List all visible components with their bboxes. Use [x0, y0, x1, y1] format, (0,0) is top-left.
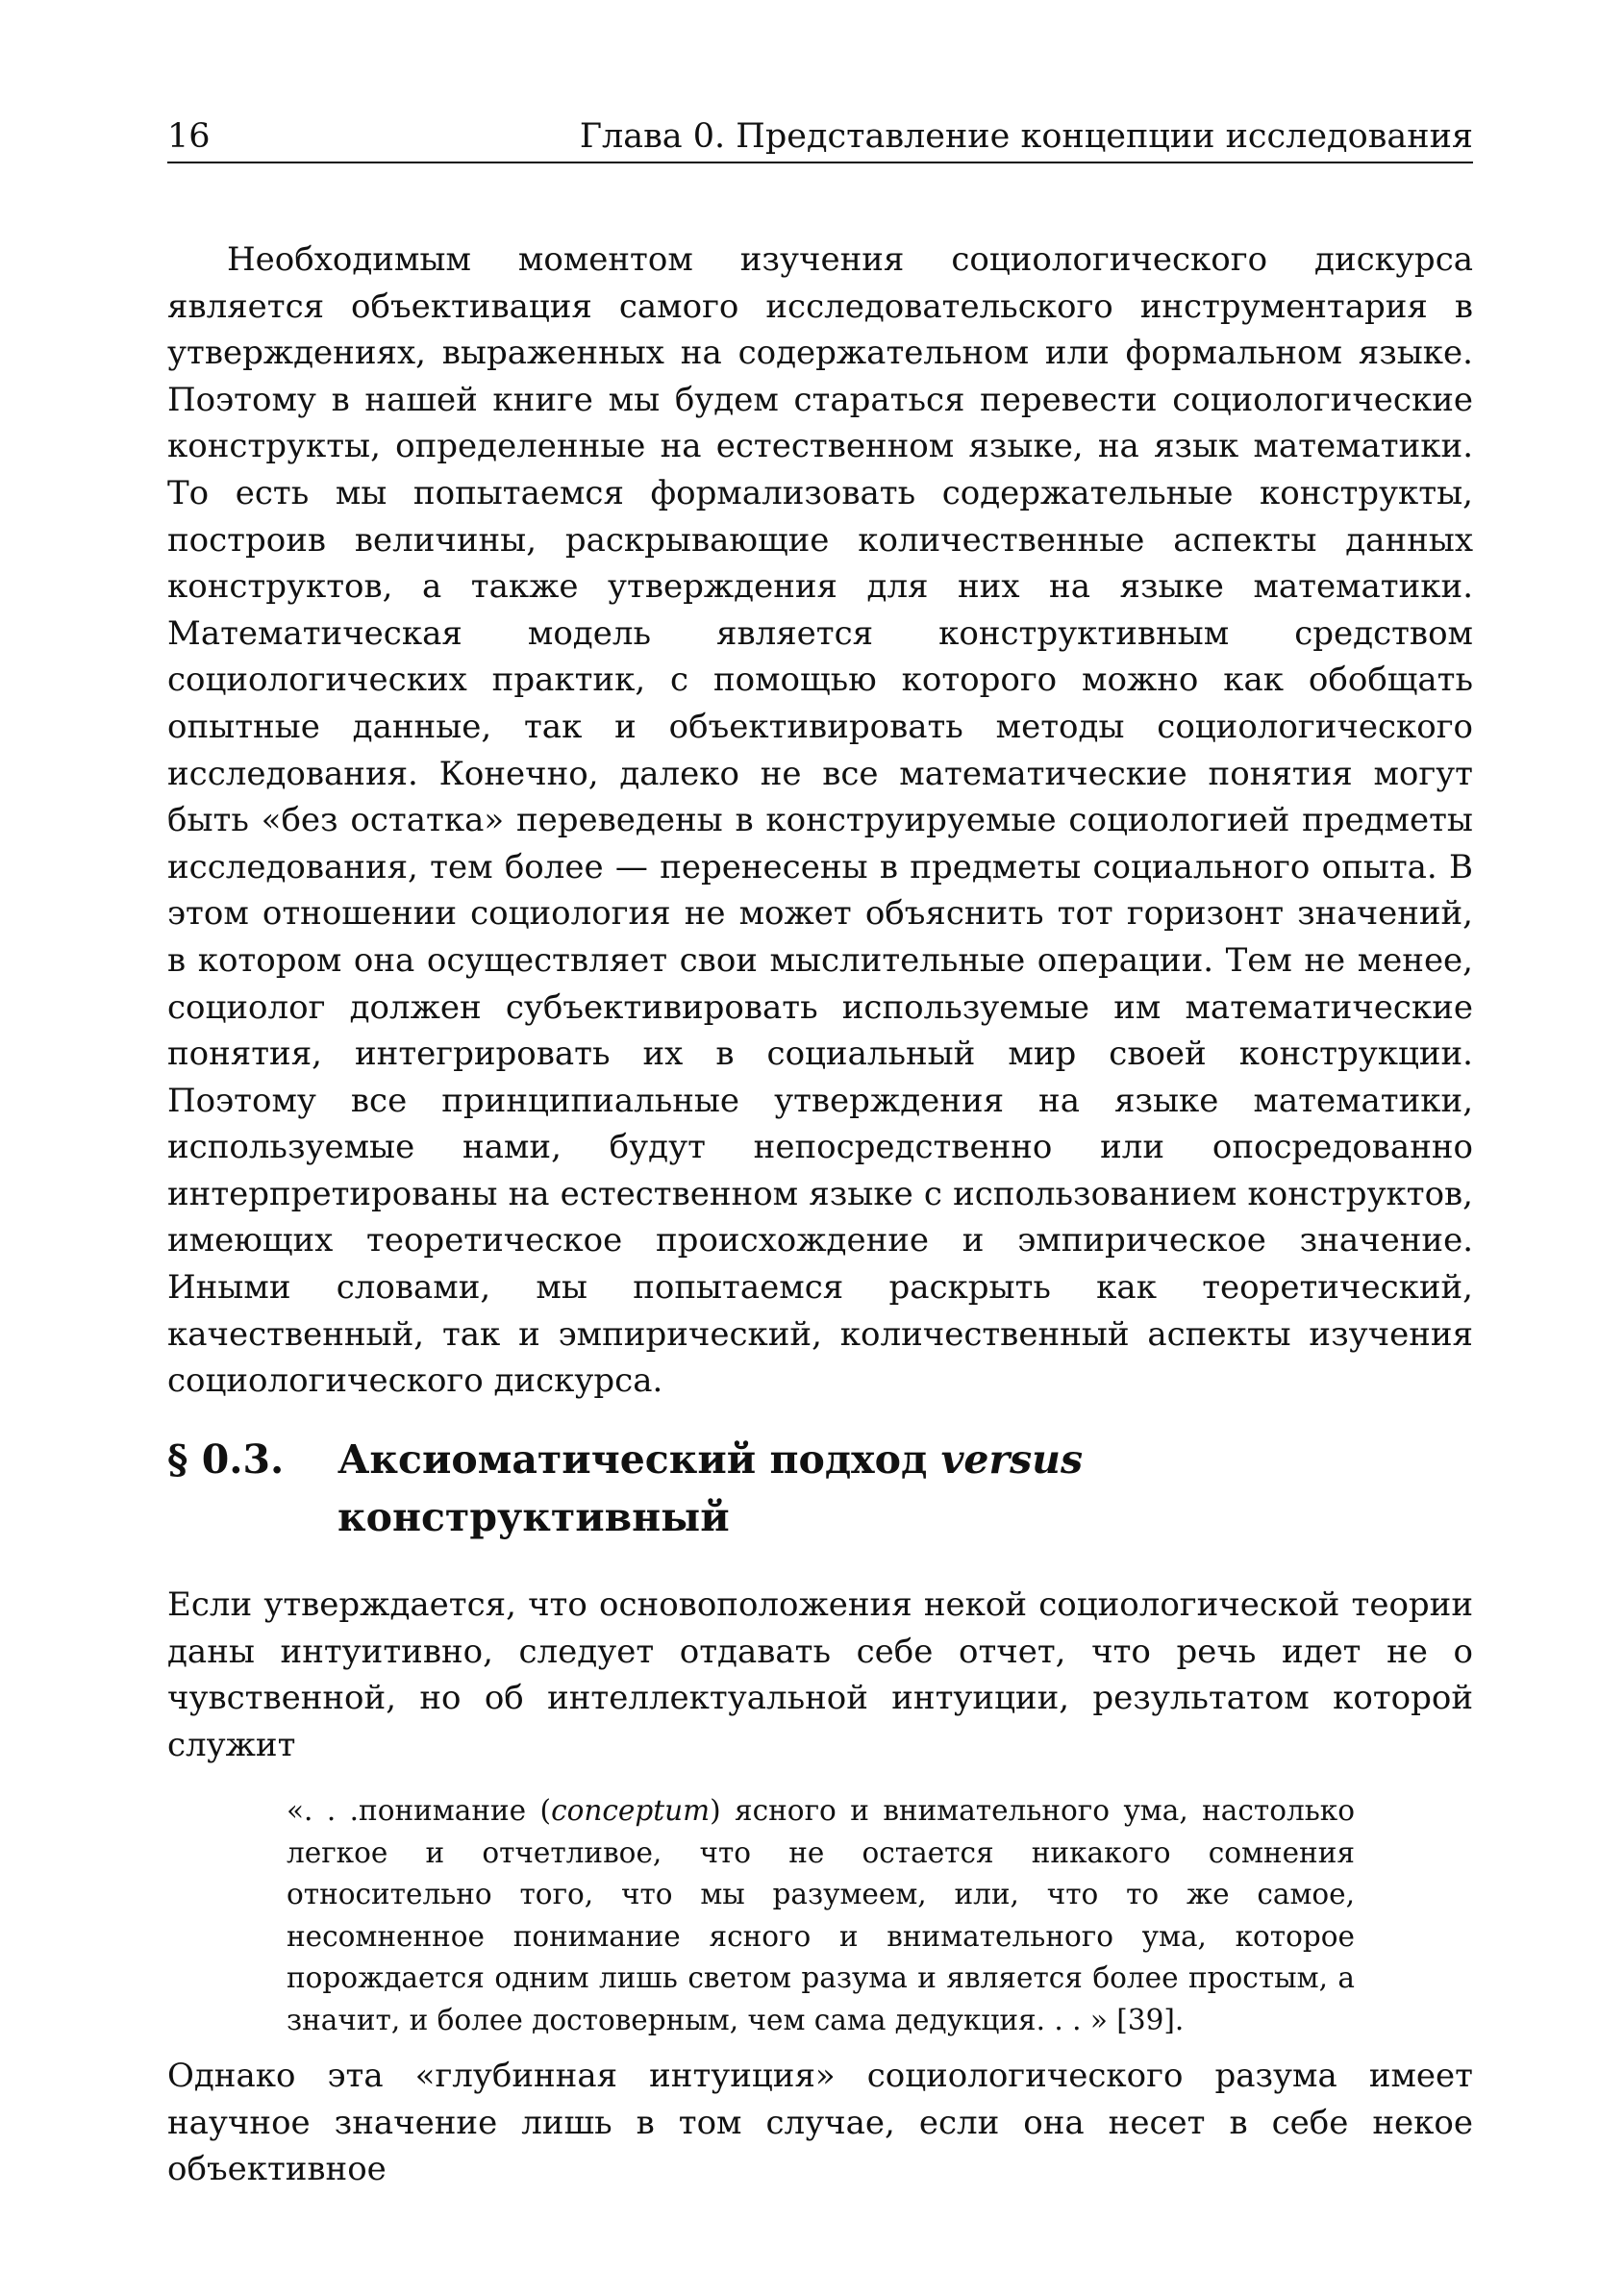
paragraph-3: Однако эта «глубинная интуиция» социологического разума имеет научное значение лишь в том случае, если она несет в себе некое объективное — [167, 2057, 1473, 2189]
section-heading — [167, 1431, 1473, 1546]
quote-italic-term: conceptum — [551, 1794, 711, 1827]
page-number: 16 — [167, 117, 211, 156]
section-title-part1: Аксиоматический подход — [337, 1436, 941, 1483]
paragraph-1: Необходимым моментом изучения социологического дискурса является объективация самого исследовательского инструментария в утверждениях, выраженных на содержательном или формальном языке. Поэтому в нашей книге мы будем стараться перевести социологические конструкты, определенные на естественном языке, на язык математики. То есть мы попытаемся формализовать содержательные конструкты, построив величины, раскрывающие количественные аспекты данных конструктов, а также утверждения для них на языке математики. Математическая модель является конструктивным средством социологических практик, с помощью которого можно как обобщать опытные данные, так и объективировать методы социологического исследования. Конечно, далеко не все математические понятия могут быть «без остатка» переведены в конструируемые социологией предметы исследования, тем более — перенесены в предметы социального опыта. В этом отношении социология не может объяснить тот горизонт значений, в котором она осуществляет свои мыслительные операции. Тем не менее, социолог должен субъективировать используемые им математические понятия, интегрировать их в социальный мир своей конструкции. Поэтому все принципиальные утверждения на языке математики, используемые нами, будут непосредственно или опосредованно интерпретированы на естественном языке с использованием конструктов, имеющих теоретическое происхождение и эмпирическое значение. Иными словами, мы попытаемся раскрыть как теоретический, качественный, так и эмпирический, количественный аспекты изучения социологического дискурса. — [167, 240, 1473, 1401]
section-number: § 0.3. — [167, 1436, 285, 1483]
quote-part2: ) ясного и внимательного ума, настолько легкое и отчетливое, что не остается никакого сомнения относительно того, что мы разумеем, или, что то же самое, несомненное понимание ясного и внимательного ума, которое порождается одним лишь светом разума и является более простым, а значит, и более достоверным, чем сама дедукция. . . » [39]. — [287, 1794, 1355, 2036]
quote-part1: «. . .понимание ( — [287, 1794, 552, 1827]
running-header — [167, 113, 1473, 163]
section-title — [337, 1431, 1473, 1546]
paragraph-2: Если утверждается, что основоположения некой социологической теории даны интуитивно, следует отдавать себе отчет, что речь идет не о чувственной, но об интеллектуальной интуиции, результатом которой служит — [167, 1585, 1473, 1764]
section-title-italic: versus — [940, 1436, 1084, 1483]
section-title-part2: конструктивный — [337, 1494, 730, 1540]
block-quote — [287, 1790, 1355, 2042]
chapter-title: Глава 0. Представление концепции исследования — [579, 117, 1473, 156]
